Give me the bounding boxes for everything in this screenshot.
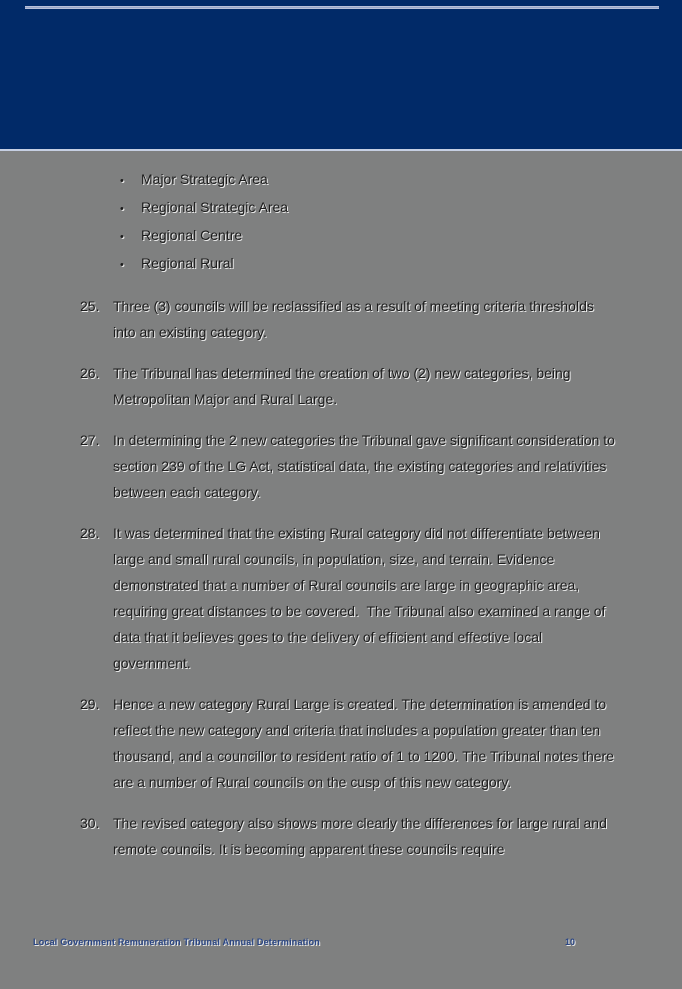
paragraph-number: 27.: [80, 432, 100, 448]
paragraph-29: [80, 691, 625, 795]
paragraph-number: 28.: [80, 525, 100, 541]
paragraph-text: In determining the 2 new categories the Tribunal gave significant consideration to section 239 of the LG Act, statistical data, the existing categories and relativities between each category.: [113, 432, 619, 500]
bullet-label: Major Strategic Area: [141, 171, 268, 187]
paragraph-text: The revised category also shows more clearly the differences for large rural and remote councils. It is becoming apparent these councils require: [113, 815, 611, 857]
paragraph-30: [80, 810, 625, 862]
page-content: [80, 166, 625, 877]
paragraph-25: [80, 293, 625, 345]
paragraph-number: 26.: [80, 365, 100, 381]
paragraph-text: Three (3) councils will be reclassified as a result of meeting criteria thresholds into an existing category.: [113, 298, 598, 340]
footer-page-number: 10: [565, 937, 576, 947]
footer-document-title: Local Government Remuneration Tribunal Annual Determination: [33, 937, 321, 947]
bullet-icon: •: [120, 231, 124, 243]
paragraph-26: [80, 360, 625, 412]
paragraph-text: Hence a new category Rural Large is created. The determination is amended to reflect the new category and criteria that includes a population greater than ten thousand, and a councillor to resident ratio of 1 to 1200. The Tribunal notes there are a number of Rural councils on the cusp of this new category.: [113, 696, 618, 790]
list-item: [120, 222, 625, 250]
list-item: [120, 250, 625, 278]
paragraph-number: 29.: [80, 696, 100, 712]
paragraph-28: [80, 520, 625, 676]
paragraph-text: It was determined that the existing Rural category did not differentiate between large and small rural councils, in population, size, and terrain. Evidence demonstrated that a number of Rural councils are large in geographic area, requiring great distances to be covered. The Tribunal also examined a range of data that it believes goes to the delivery of efficient and effective local government.: [113, 525, 610, 671]
paragraph-number: 25.: [80, 298, 100, 314]
paragraph-text: The Tribunal has determined the creation of two (2) new categories, being Metropolitan Major and Rural Large.: [113, 365, 575, 407]
list-item: [120, 194, 625, 222]
bullet-icon: •: [120, 175, 124, 187]
category-bullet-list: [120, 166, 625, 278]
list-item: [120, 166, 625, 194]
bullet-label: Regional Strategic Area: [141, 199, 289, 215]
header-rule-line: [25, 6, 659, 9]
bullet-icon: •: [120, 203, 124, 215]
bullet-icon: •: [120, 259, 124, 271]
paragraph-number: 30.: [80, 815, 100, 831]
bullet-label: Regional Rural: [141, 255, 234, 271]
header-band: [0, 0, 682, 151]
bullet-label: Regional Centre: [141, 227, 243, 243]
paragraph-27: [80, 427, 625, 505]
